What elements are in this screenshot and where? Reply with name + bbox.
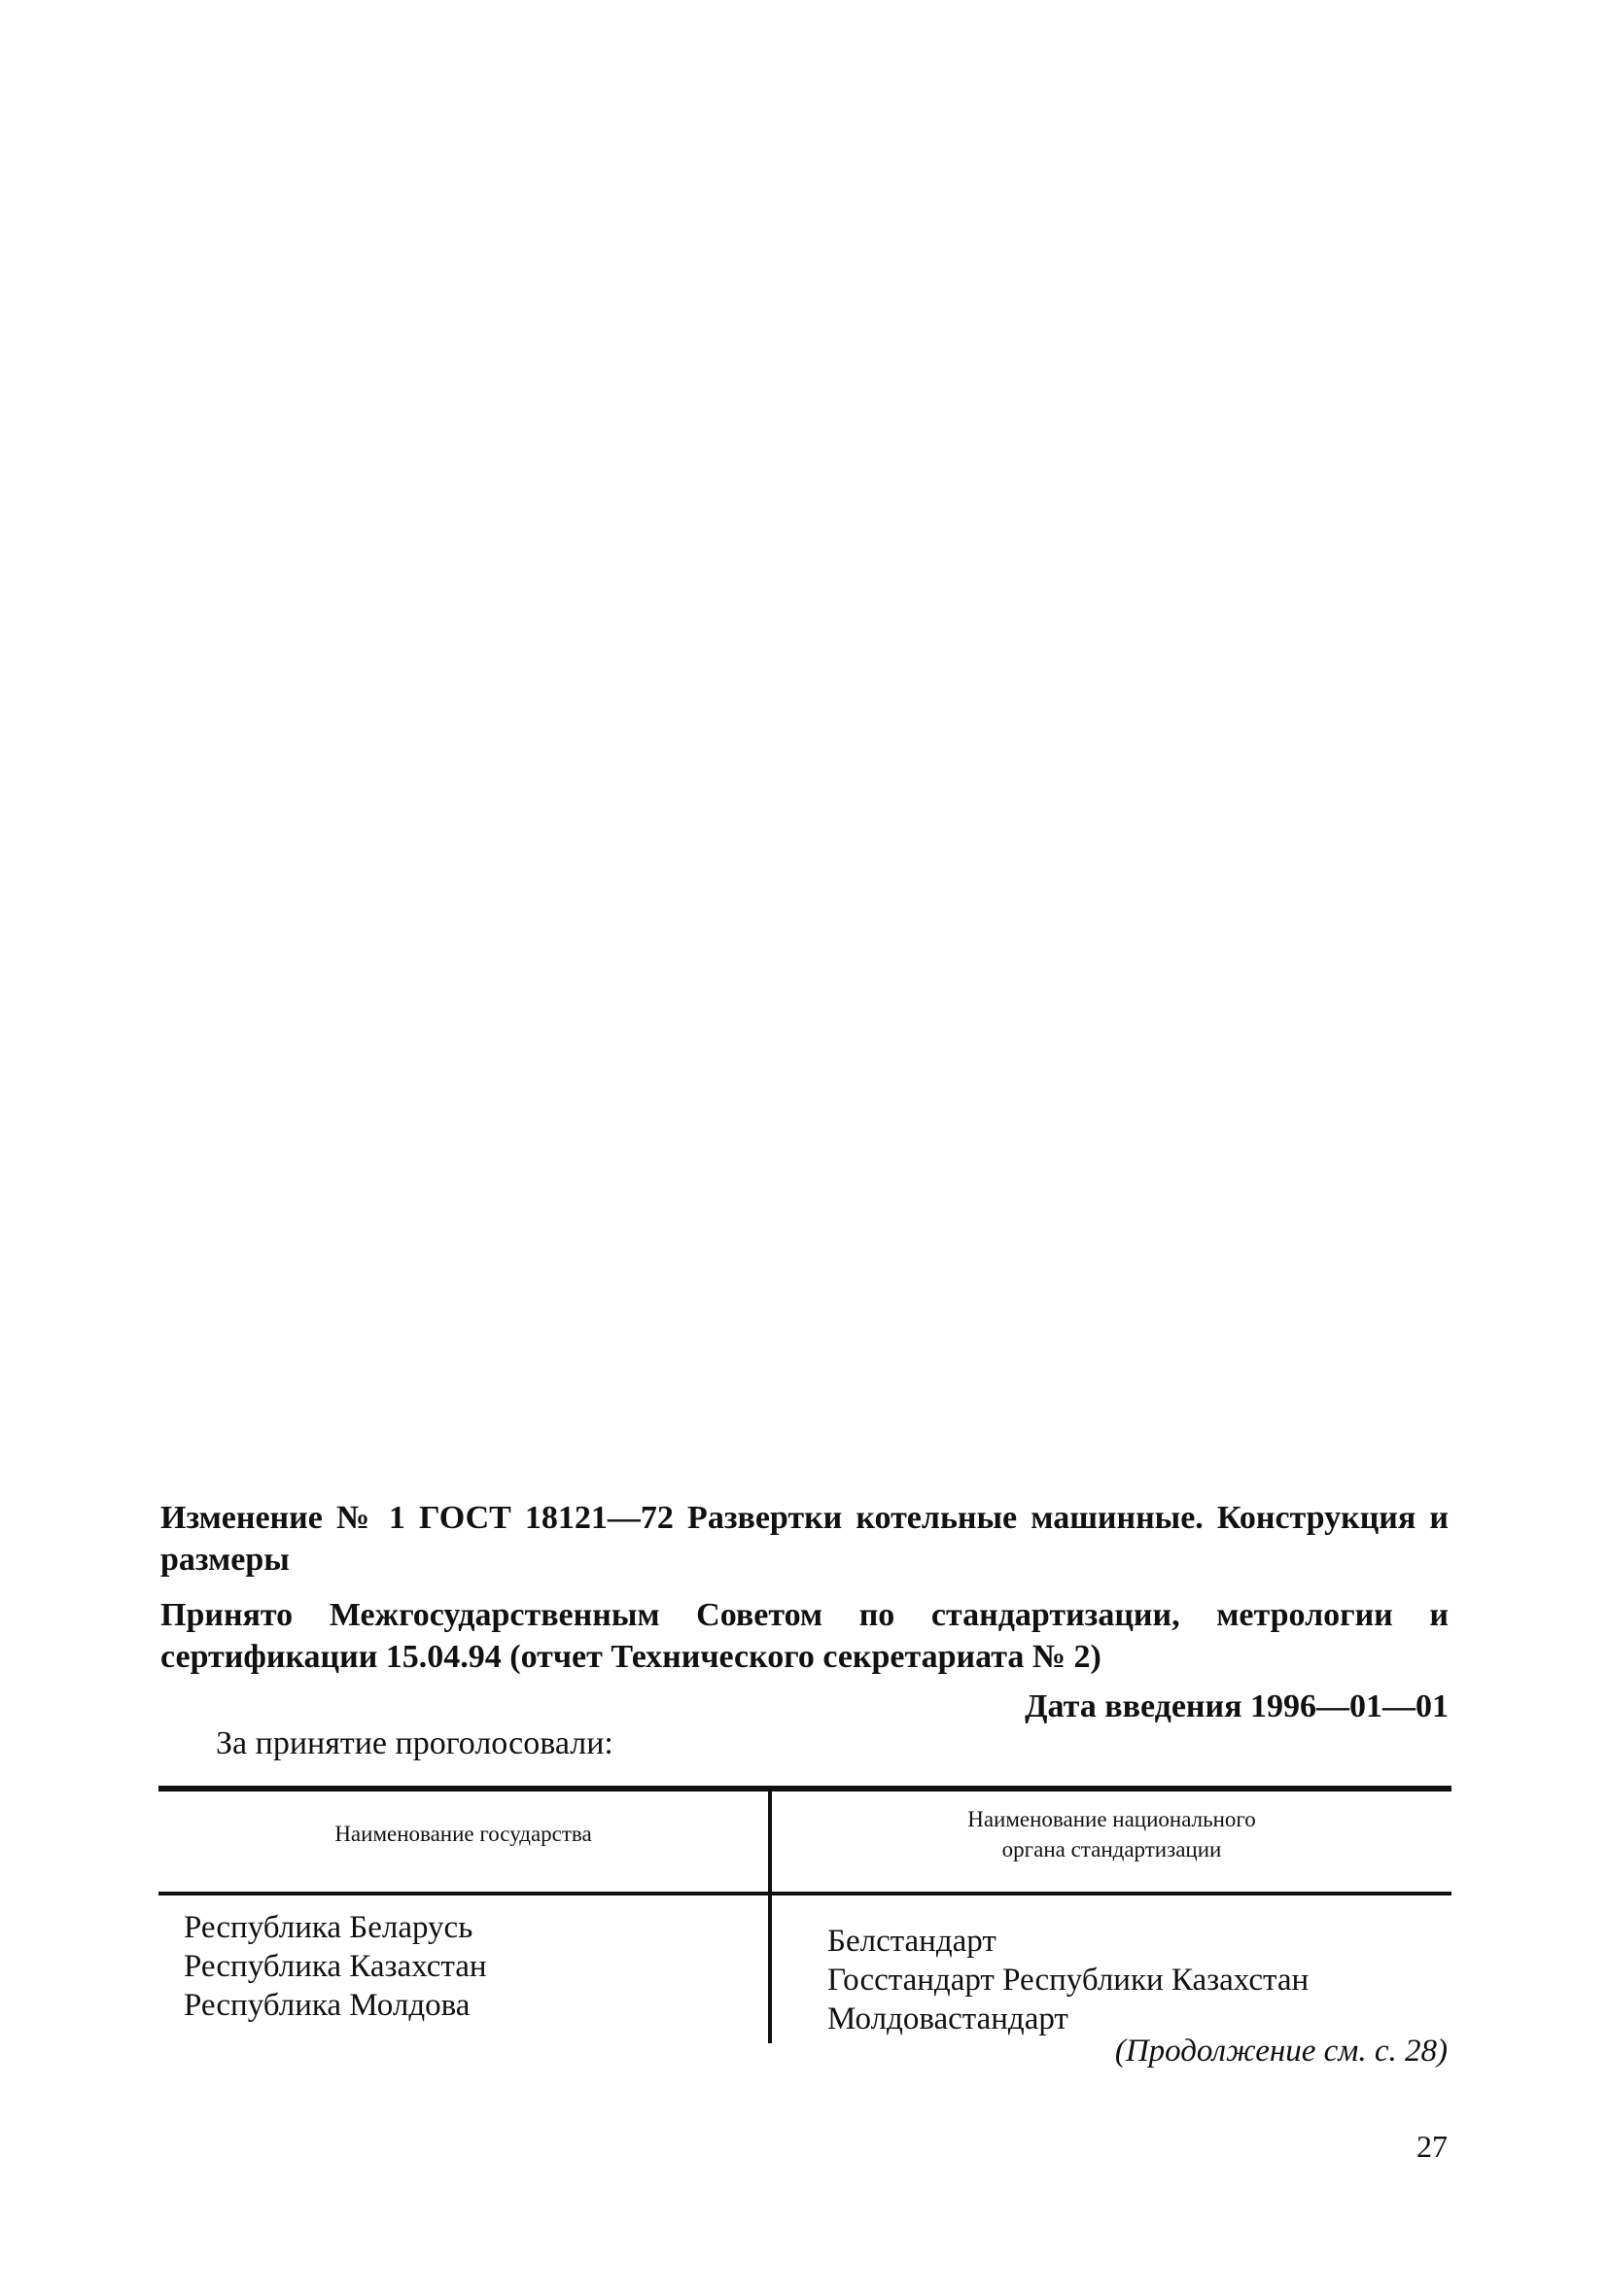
standards-body-cell: Госстандарт Республики Казахстан — [827, 1963, 1310, 1998]
header-standards-body — [772, 1804, 1451, 1864]
standards-body-column — [827, 1922, 1309, 2038]
adopted-by-text: Принято Межгосударственным Советом по стандартизации, метрологии и сертификации 15.04.94 (отчет Технического секретариата № 2) — [160, 1597, 1449, 1675]
standards-body-cell: Белстандарт — [827, 1924, 996, 1959]
voting-table — [158, 1786, 1451, 2043]
voted-label: За принятие проголосовали: — [216, 1725, 613, 1761]
header-standards-body-line1: Наименование национального — [967, 1807, 1256, 1831]
continued-note: (Продолжение см. с. 28) — [1114, 2034, 1448, 2069]
standards-body-cell: Молдовастандарт — [827, 2001, 1068, 2036]
state-cell: Республика Казахстан — [184, 1949, 487, 1984]
state-cell: Республика Молдова — [184, 1988, 471, 2023]
header-standards-body-line2: органа стандартизации — [1001, 1837, 1222, 1861]
state-cell: Республика Беларусь — [184, 1910, 473, 1945]
header-state: Наименование государства — [334, 1822, 592, 1846]
state-column — [184, 1908, 487, 2025]
document-heading: Изменение № 1 ГОСТ 18121—72 Развертки котельные машинные. Конструкция и размеры — [160, 1500, 1449, 1578]
effective-date: Дата введения 1996—01—01 — [1025, 1688, 1449, 1724]
table-top-rule — [158, 1786, 1451, 1792]
page-number: 27 — [1416, 2129, 1448, 2164]
table-header-rule — [158, 1892, 1451, 1896]
